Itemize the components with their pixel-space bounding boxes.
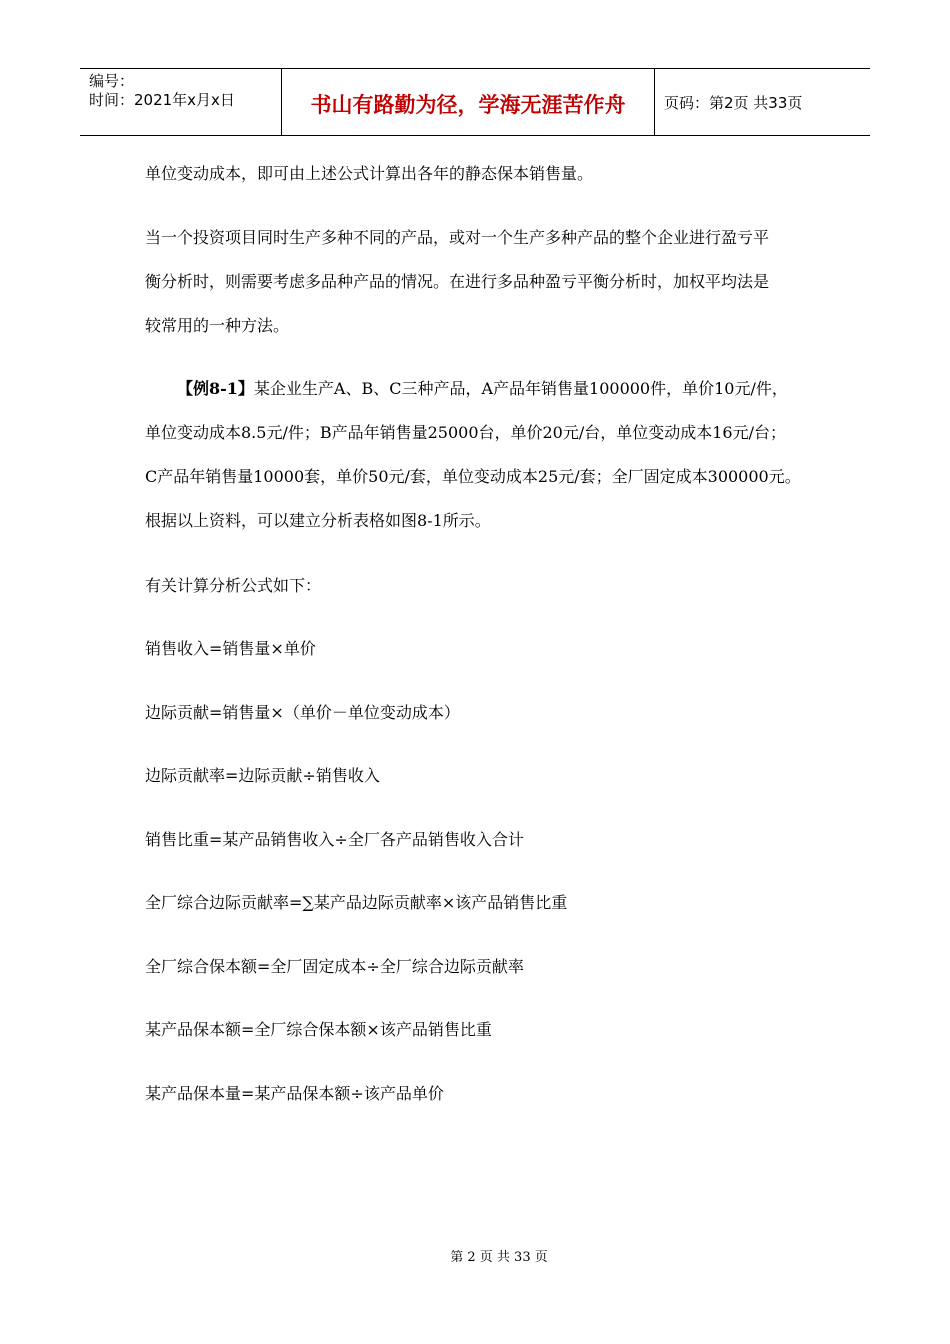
page-header [80, 68, 870, 136]
page-footer: 第 2 页 共 33 页 [450, 1250, 548, 1265]
header-page-info: 页码：第2页 共33页 [664, 93, 803, 112]
example-line: 根据以上资料，可以建立分析表格如图8-1所示。 [145, 511, 491, 530]
paragraph-line: 单位变动成本，即可由上述公式计算出各年的静态保本销售量。 [145, 164, 594, 183]
example-line: C产品年销售量10000套，单价50元/套，单位变动成本25元/套；全厂固定成本300000元。 [145, 467, 801, 486]
formula-line: 全厂综合边际贡献率=∑某产品边际贡献率×该产品销售比重 [145, 893, 568, 912]
header-meta [80, 69, 282, 135]
document-number-label: 编号： [89, 72, 135, 90]
example-label: 【例8-1】 [177, 379, 254, 398]
formula-line: 某产品保本额=全厂综合保本额×该产品销售比重 [145, 1020, 492, 1039]
example-line [177, 376, 788, 399]
formula-line: 销售收入=销售量×单价 [145, 639, 316, 658]
paragraph-line: 当一个投资项目同时生产多种不同的产品，或对一个生产多种产品的整个企业进行盈亏平 [145, 228, 770, 247]
formula-line: 边际贡献=销售量×（单价－单位变动成本） [145, 703, 460, 722]
formula-line: 全厂综合保本额=全厂固定成本÷全厂综合边际贡献率 [145, 957, 524, 976]
formula-line: 边际贡献率=边际贡献÷销售收入 [145, 766, 380, 785]
document-time: 时间：2021年x月x日 [89, 91, 235, 109]
paragraph-line: 较常用的一种方法。 [145, 316, 290, 335]
formula-line: 某产品保本量=某产品保本额÷该产品单价 [145, 1084, 444, 1103]
formula-intro: 有关计算分析公式如下： [145, 576, 322, 595]
example-line: 单位变动成本8.5元/件；B产品年销售量25000台，单价20元/台，单位变动成本16元/台； [145, 423, 786, 442]
header-motto: 书山有路勤为径，学海无涯苦作舟 [282, 69, 655, 135]
formula-line: 销售比重=某产品销售收入÷全厂各产品销售收入合计 [145, 830, 524, 849]
example-text: 某企业生产A、B、C三种产品，A产品年销售量100000件，单价10元/件， [253, 379, 788, 398]
paragraph-line: 衡分析时，则需要考虑多品种产品的情况。在进行多品种盈亏平衡分析时，加权平均法是 [145, 272, 770, 291]
